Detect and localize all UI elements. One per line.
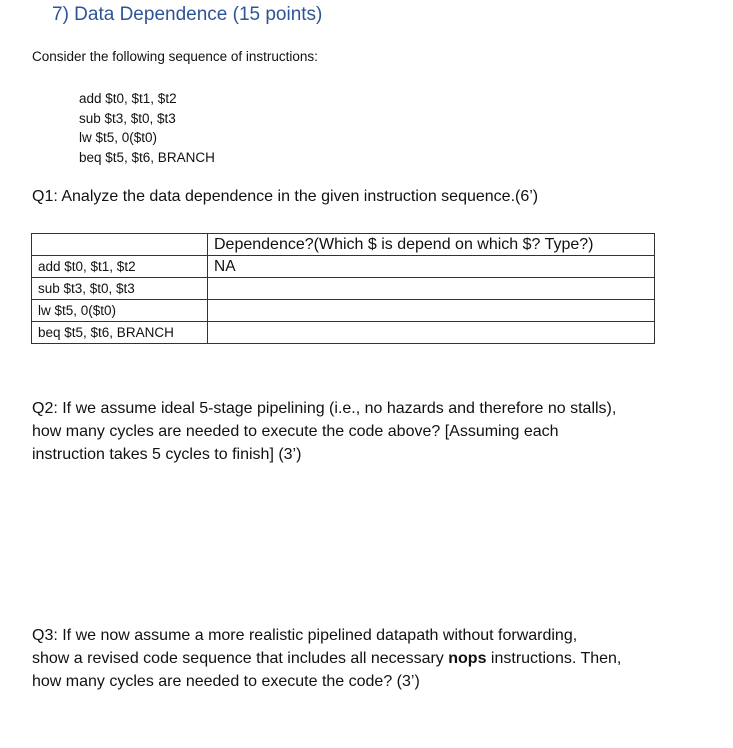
table-row [32, 322, 655, 344]
dependence-table [31, 233, 655, 344]
instruction-cell: beq $t5, $t6, BRANCH [32, 322, 208, 344]
table-row [32, 300, 655, 322]
dependence-cell[interactable] [208, 322, 655, 344]
code-line: sub $t3, $t0, $t3 [79, 110, 176, 126]
question-3-text: instructions. Then, [486, 650, 622, 667]
dependence-cell[interactable] [208, 300, 655, 322]
code-line: add $t0, $t1, $t2 [79, 91, 177, 106]
question-1: Q1: Analyze the data dependence in the given instruction sequence.(6’) [32, 188, 539, 205]
code-line: lw $t5, 0($t0) [79, 130, 158, 145]
table-header-row [32, 234, 655, 256]
question-3 [32, 624, 692, 693]
table-row [32, 278, 655, 300]
question-2-line: Q2: If we assume ideal 5-stage pipelining (i.e., no hazards and therefore no stalls), [32, 400, 617, 417]
question-2-line: how many cycles are needed to execute the code above? [Assuming each [32, 423, 559, 440]
dependence-cell[interactable] [208, 278, 655, 300]
instruction-cell: lw $t5, 0($t0) [32, 300, 208, 322]
instruction-cell: add $t0, $t1, $t2 [32, 256, 208, 278]
section-heading: 7) Data Dependence (15 points) [52, 4, 323, 25]
code-line: beq $t5, $t6, BRANCH [79, 149, 215, 165]
question-3-line: Q3: If we now assume a more realistic pipelined datapath without forwarding, [32, 627, 578, 644]
nops-emphasis: nops [448, 650, 487, 667]
question-3-line [32, 647, 692, 670]
instruction-sequence [79, 89, 215, 167]
table-header-dependence: Dependence?(Which $ is depend on which $? Type?) [208, 234, 655, 256]
instruction-cell: sub $t3, $t0, $t3 [32, 278, 208, 300]
table-header-empty-cell [32, 234, 208, 256]
question-2 [32, 397, 692, 466]
question-3-line: how many cycles are needed to execute the code? (3’) [32, 673, 420, 690]
question-3-text: show a revised code sequence that includes all necessary [32, 650, 449, 667]
dependence-cell[interactable]: NA [208, 256, 655, 278]
question-2-line: instruction takes 5 cycles to finish] (3’) [32, 446, 302, 463]
table-row [32, 256, 655, 278]
intro-text: Consider the following sequence of instructions: [32, 49, 318, 64]
